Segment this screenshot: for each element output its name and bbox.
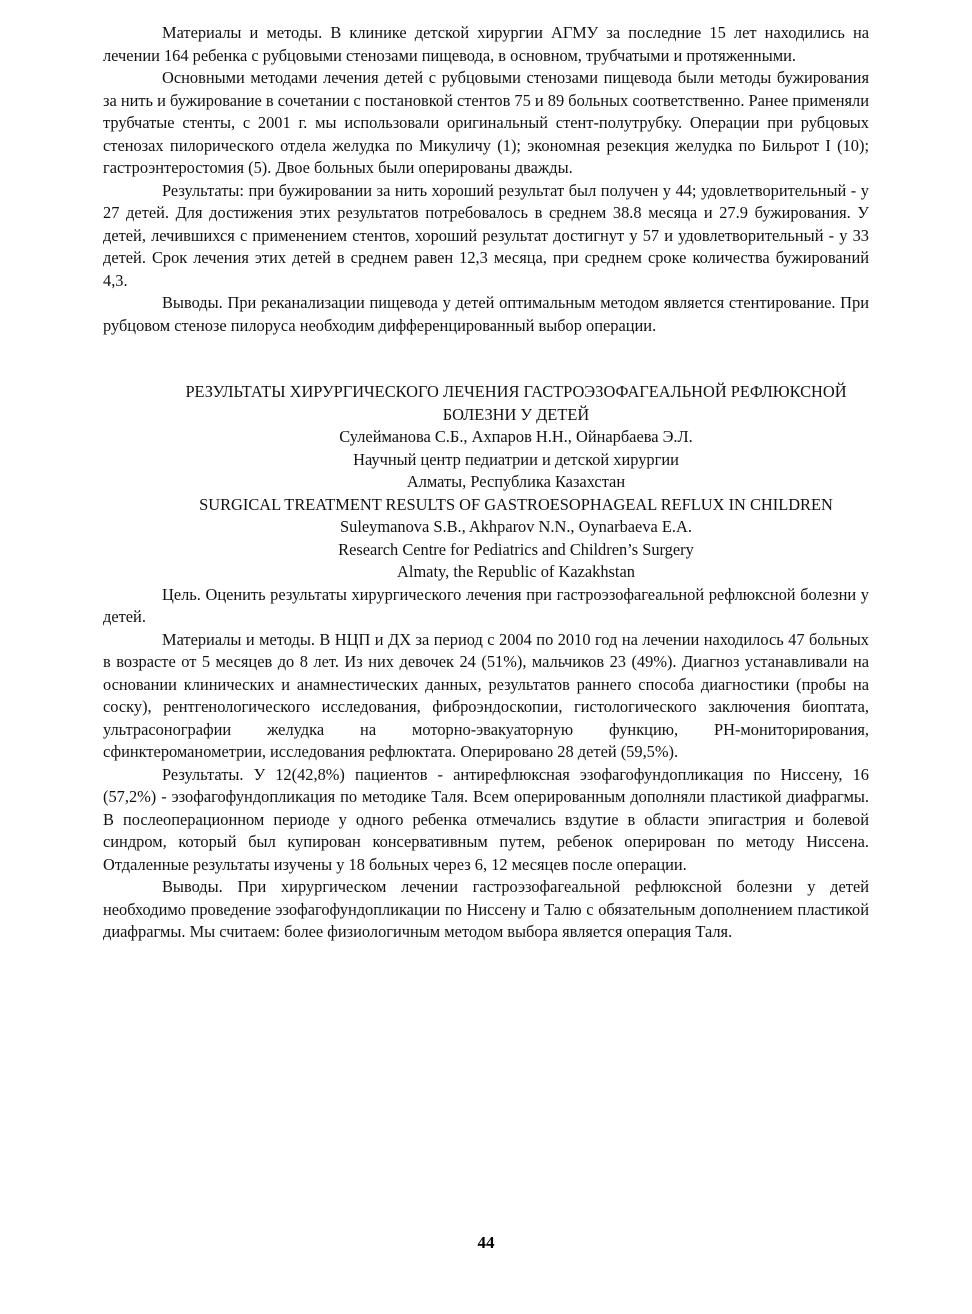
prev-materials-paragraph: Материалы и методы. В клинике детской хирургии АГМУ за последние 15 лет находились на лечении 164 ребенка с рубцовыми стенозами пищевода, в основном, трубчатыми и протяженными. — [103, 23, 869, 65]
page-number: 44 — [477, 1233, 495, 1252]
article-institution-ru: Научный центр педиатрии и детской хирургии — [353, 449, 679, 469]
page-body — [103, 22, 869, 944]
article-authors-en: Suleymanova S.B., Akhparov N.N., Oynarbaeva E.A. — [340, 517, 692, 536]
aim-paragraph: Цель. Оценить результаты хирургического лечения при гастроэзофагеальной рефлюксной болезни у детей. — [103, 584, 869, 626]
prev-conclusions-paragraph: Выводы. При реканализации пищевода у детей оптимальным методом является стентирование. При рубцовом стенозе пилоруса необходим дифференцированный выбор операции. — [103, 293, 869, 335]
article-city-en: Almaty, the Republic of Kazakhstan — [397, 562, 635, 581]
article-institution-en: Research Centre for Pediatrics and Children’s Surgery — [338, 539, 694, 559]
conclusions-paragraph: Выводы. При хирургическом лечении гастроэзофагеальной рефлюксной болезни у детей необходимо проведение эзофагофундопликации по Ниссену и Талю с обязательным дополнением пластикой диафрагмы. Мы считаем: более физиологичным методом выбора является операция Таля. — [103, 877, 869, 941]
results-paragraph: Результаты. У 12(42,8%) пациентов - антирефлюксная эзофагофундопликация по Ниссену, 16 (57,2%) - эзофагофундопликация по методике Таля. Всем оперированным дополняли пластикой диафрагмы. В послеоперационном периоде у одного ребенка отмечались вздутие в области эпигастрия и болевой синдром, который был купирован консервативным путем, ребенок оперирован по методу Ниссена. Отдаленные результаты изучены у 18 больных через 6, 12 месяцев после операции. — [103, 764, 869, 874]
prev-methods-paragraph: Основными методами лечения детей с рубцовыми стенозами пищевода были методы бужирования за нить и бужирование в сочетании с постановкой стентов 75 и 89 больных соответственно. Ранее применяли трубчатые стенты, с 2001 г. мы использовали оригинальный стент-полутрубку. Операции при рубцовых стенозах пилорического отдела желудка по Микуличу (1); экономная резекция желудка по Бильрот I (10); гастроэнтеростомия (5). Двое больных были оперированы дважды. — [103, 68, 869, 177]
materials-paragraph: Материалы и методы. В НЦП и ДХ за период с 2004 по 2010 год на лечении находилось 47 больных в возрасте от 5 месяцев до 8 лет. Из них девочек 24 (51%), мальчиков 23 (49%). Диагноз устанавливали на основании клинических и анамнестических данных, результатов раннего способа диагностики (пробы на соску), рентгенологического исследования, фиброэндоскопии, гистологического заключения биоптата, ультрасонографии желудка на моторно-эвакуаторную функцию, РН-мониторирования, сфинктероманометрии, исследования рефлюктата. Оперировано 28 детей (59,5%). — [103, 629, 869, 761]
section-gap — [103, 337, 869, 381]
prev-results-paragraph: Результаты: при бужировании за нить хороший результат был получен у 44; удовлетворительный - у 27 детей. Для достижения этих результатов потребовалось в среднем 38.8 месяца и 27.9 бужирования. У детей, лечившихся с применением стентов, хороший результат достигнут у 57 и удовлетворительный - у 33 детей. Срок лечения этих детей в среднем равен 12,3 месяца, при среднем сроке количества бужирований 4,3. — [103, 180, 869, 290]
article-authors-ru: Сулейманова С.Б., Ахпаров Н.Н., Ойнарбаева Э.Л. — [339, 427, 693, 446]
article-city-ru: Алматы, Республика Казахстан — [406, 472, 626, 491]
article-title-en: SURGICAL TREATMENT RESULTS OF GASTROESOPHAGEAL REFLUX IN CHILDREN — [199, 494, 833, 514]
article-title-ru: РЕЗУЛЬТАТЫ ХИРУРГИЧЕСКОГО ЛЕЧЕНИЯ ГАСТРОЭЗОФАГЕАЛЬНОЙ РЕФЛЮКСНОЙ БОЛЕЗНИ У ДЕТЕЙ — [185, 382, 847, 424]
